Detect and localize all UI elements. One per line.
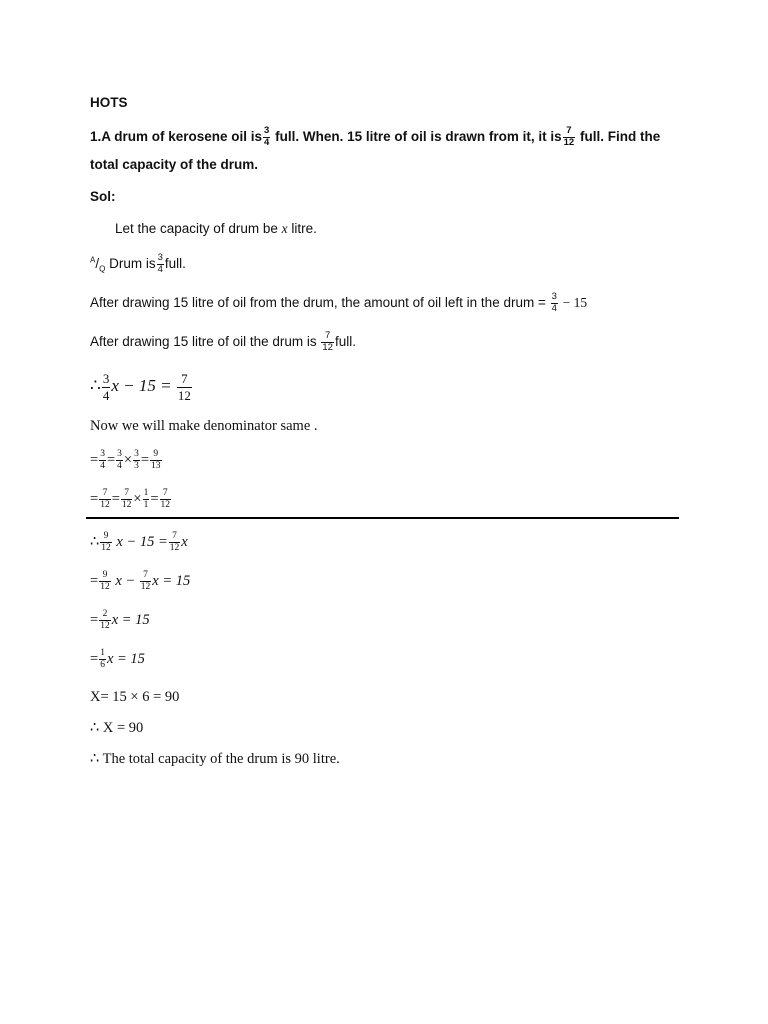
fraction: $\frac{3}{4}$ bbox=[100, 449, 105, 471]
fraction: $\frac{3}{4}$ bbox=[117, 449, 122, 471]
divider bbox=[86, 517, 679, 519]
fraction: $\frac{7}{12}$ bbox=[140, 570, 151, 592]
fraction: $\frac{9}{12}$ bbox=[100, 570, 110, 592]
heading: HOTS bbox=[90, 95, 128, 110]
fraction: $\frac{7}{12}$ bbox=[160, 488, 170, 510]
equation-1: ∴ $\frac{3}{4}$ x − 15 = $\frac{7}{12}$ bbox=[90, 371, 191, 403]
equation-2: = $\frac{3}{4}$ = $\frac{3}{4}$ × $\frac{3}{3}$ = $\frac{9}{13}$ bbox=[90, 449, 161, 471]
question-line-1 bbox=[90, 126, 660, 149]
fraction: $\frac{9}{13}$ bbox=[151, 449, 161, 471]
denominator-line: Now we will make denominator same . bbox=[90, 418, 318, 434]
sol-label: Sol: bbox=[90, 189, 116, 204]
fraction: $\frac{9}{12}$ bbox=[101, 531, 111, 553]
fraction: $\frac{7}{12}$ bbox=[322, 330, 333, 353]
equation-8: X= 15 × 6 = 90 bbox=[90, 689, 180, 705]
equation-3: = $\frac{7}{12}$ = $\frac{7}{12}$ × $\frac{1}{1}$ = $\frac{7}{12}$ bbox=[90, 488, 170, 510]
equation-5: = $\frac{9}{12}$ x − $\frac{7}{12}$ x = 15 bbox=[90, 570, 191, 592]
fraction: $\frac{3}{4}$ bbox=[551, 291, 557, 314]
fraction: $\frac{3}{4}$ bbox=[157, 252, 163, 275]
after-drawing-line-2: After drawing 15 litre of oil the drum is $\frac{7}{12}$ full. bbox=[90, 330, 356, 353]
let-line: Let the capacity of drum be x litre. bbox=[115, 221, 317, 236]
question-suffix: full. Find the bbox=[579, 128, 661, 144]
fraction: $\frac{7}{12}$ bbox=[177, 371, 191, 403]
fraction: $\frac{3}{4}$ bbox=[102, 371, 110, 403]
question-middle: full. When. 15 litre of oil is drawn from it, it is bbox=[275, 128, 562, 144]
fraction: $\frac{7}{12}$ bbox=[121, 488, 132, 510]
after-drawing-line-1: After drawing 15 litre of oil from the drum, the amount of oil left in the drum = $\frac{3}{4}$ − 15 bbox=[90, 291, 588, 314]
fraction: $\frac{1}{6}$ bbox=[100, 648, 105, 670]
aq-line: $^A/_Q$ Drum is $\frac{3}{4}$ full. bbox=[90, 252, 186, 275]
fraction: $\frac{1}{1}$ bbox=[143, 488, 149, 510]
equation-7: = $\frac{1}{6}$ x = 15 bbox=[90, 648, 145, 670]
equation-4: ∴ $\frac{9}{12}$ x − 15 = $\frac{7}{12}$ x bbox=[90, 531, 188, 553]
fraction: $\frac{7}{12}$ bbox=[563, 125, 575, 148]
equation-9: ∴ X = 90 bbox=[90, 720, 144, 736]
fraction: $\frac{3}{4}$ bbox=[264, 125, 270, 148]
fraction: $\frac{7}{12}$ bbox=[100, 488, 110, 510]
fraction: $\frac{3}{3}$ bbox=[134, 449, 139, 471]
fraction: $\frac{2}{12}$ bbox=[100, 609, 110, 631]
conclusion: ∴ The total capacity of the drum is 90 litre. bbox=[90, 751, 340, 767]
fraction: $\frac{7}{12}$ bbox=[169, 531, 180, 553]
equation-6: = $\frac{2}{12}$ x = 15 bbox=[90, 609, 150, 631]
question-prefix: 1.A drum of kerosene oil is bbox=[90, 128, 263, 144]
question-line-2: total capacity of the drum. bbox=[90, 157, 259, 172]
